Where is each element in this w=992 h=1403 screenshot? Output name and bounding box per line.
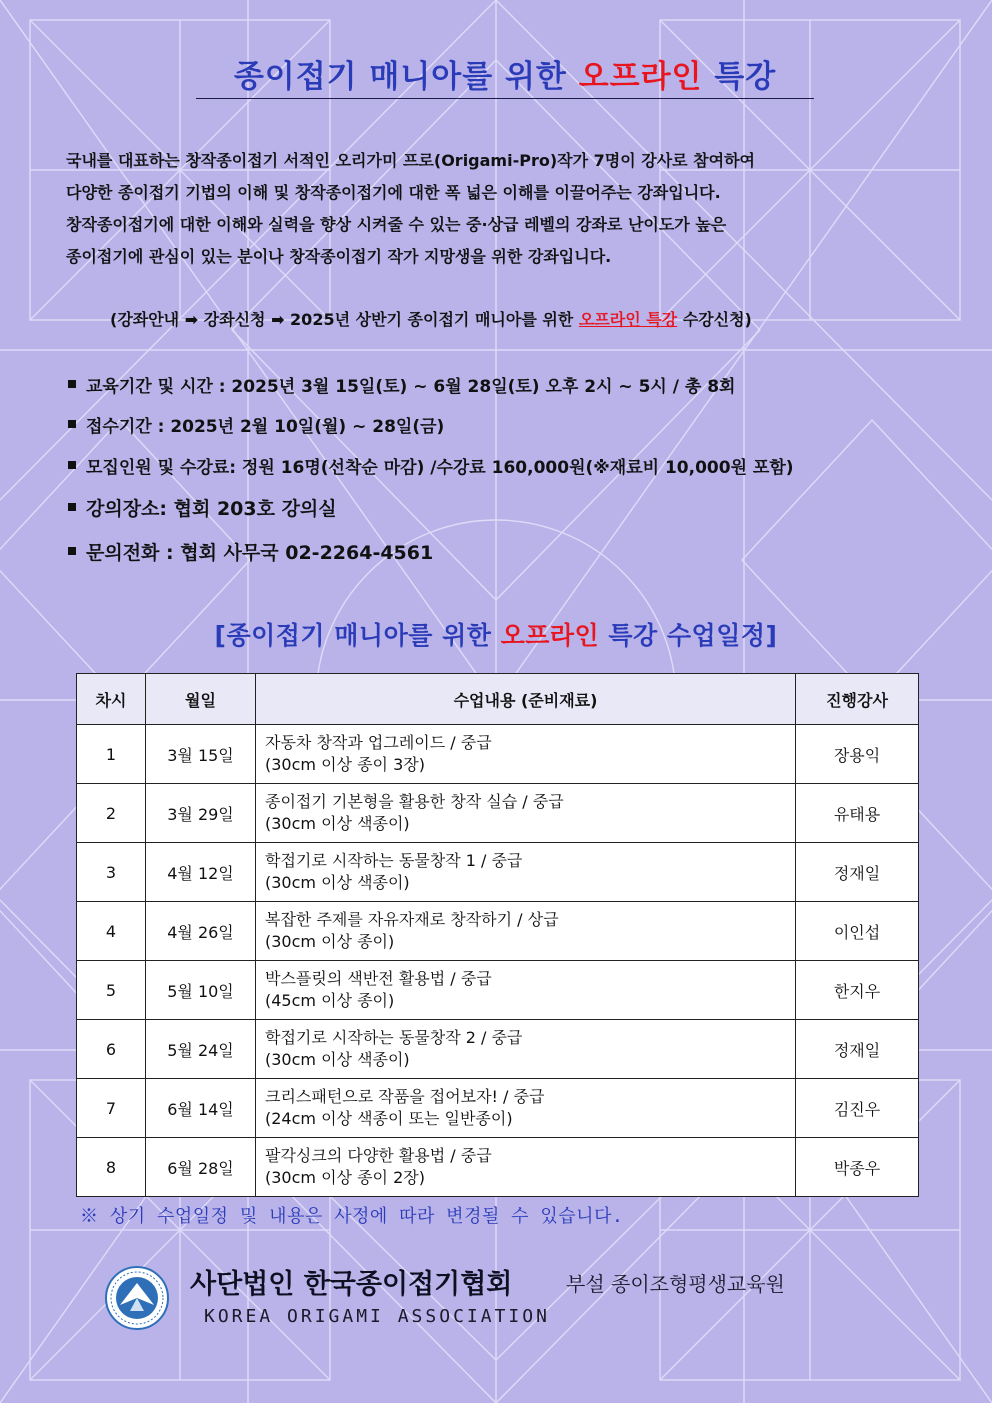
content-title: 자동차 창작과 업그레이드 / 중급 — [265, 733, 492, 752]
teacher-cell: 김진우 — [796, 1079, 919, 1138]
date-cell: 5월 10일 — [146, 961, 256, 1020]
square-bullet-icon — [68, 461, 76, 469]
content-cell — [256, 961, 796, 1020]
content-material: (30cm 이상 색종이) — [265, 873, 410, 892]
page-title — [196, 56, 814, 99]
content-material: (24cm 이상 색종이 또는 일반종이) — [265, 1109, 513, 1128]
schedule-table — [76, 673, 919, 1197]
teacher-cell: 장용익 — [796, 725, 919, 784]
intro-line: 다양한 종이접기 기법의 이해 및 창작종이접기에 대한 폭 넓은 이해를 이끌어주는 강좌입니다. — [66, 183, 721, 202]
content-cell — [256, 843, 796, 902]
teacher-cell: 한지우 — [796, 961, 919, 1020]
content-cell — [256, 725, 796, 784]
content-material: (30cm 이상 종이 2장) — [265, 1168, 425, 1187]
table-row — [77, 843, 919, 902]
info-text: 교육기간 및 시간 : 2025년 3월 15일(토) ~ 6월 28일(토) 오후 2시 ~ 5시 / 총 8회 — [86, 376, 736, 397]
organization-sub: 부설 종이조형평생교육원 — [566, 1272, 785, 1296]
content-title: 박스플릿의 색반전 활용법 / 중급 — [265, 969, 492, 988]
session-cell: 2 — [77, 784, 146, 843]
content-material: (30cm 이상 색종이) — [265, 814, 410, 833]
date-cell: 5월 24일 — [146, 1020, 256, 1079]
content-cell — [256, 784, 796, 843]
guide-highlight-link[interactable]: 오프라인 특강 — [578, 310, 678, 329]
content-material: (30cm 이상 종이 3장) — [265, 755, 425, 774]
schedule-title-suffix: 특강 수업일정] — [599, 621, 778, 650]
registration-guide — [110, 307, 752, 330]
column-header-content: 수업내용 (준비재료) — [256, 674, 796, 725]
teacher-cell: 유태용 — [796, 784, 919, 843]
schedule-title — [0, 616, 992, 652]
session-cell: 4 — [77, 902, 146, 961]
schedule-table-body — [77, 725, 919, 1197]
square-bullet-icon — [68, 547, 76, 555]
info-text: 모집인원 및 수강료: 정원 16명(선착순 마감) /수강료 160,000원(※재료비 10,000원 포함) — [86, 457, 794, 478]
intro-text — [66, 145, 936, 273]
date-cell: 3월 15일 — [146, 725, 256, 784]
content-title: 크리스패턴으로 작품을 접어보자! / 중급 — [265, 1087, 545, 1106]
content-title: 팔각싱크의 다양한 활용법 / 중급 — [265, 1146, 492, 1165]
info-text: 강의장소: 협회 203호 강의실 — [86, 497, 337, 520]
schedule-title-highlight: 오프라인 — [500, 621, 600, 650]
table-row — [77, 961, 919, 1020]
table-row — [77, 1138, 919, 1197]
teacher-cell: 박종우 — [796, 1138, 919, 1197]
date-cell: 6월 28일 — [146, 1138, 256, 1197]
content-material: (30cm 이상 종이) — [265, 932, 395, 951]
table-row — [77, 1020, 919, 1079]
course-info — [68, 365, 948, 573]
teacher-cell: 정재일 — [796, 1020, 919, 1079]
session-cell: 3 — [77, 843, 146, 902]
content-title: 복잡한 주제를 자유자재로 창작하기 / 상급 — [265, 910, 559, 929]
session-cell: 5 — [77, 961, 146, 1020]
column-header-teacher: 진행강사 — [796, 674, 919, 725]
column-header-session: 차시 — [77, 674, 146, 725]
info-text: 문의전화 : 협회 사무국 02-2264-4561 — [86, 541, 434, 564]
title-suffix: 특강 — [702, 59, 777, 95]
intro-line: 종이접기에 관심이 있는 분이나 창작종이접기 작가 지망생을 위한 강좌입니다. — [66, 247, 612, 266]
content-title: 종이접기 기본형을 활용한 창작 실습 / 중급 — [265, 792, 564, 811]
column-header-date: 월일 — [146, 674, 256, 725]
info-item-registration — [68, 403, 948, 445]
date-cell: 6월 14일 — [146, 1079, 256, 1138]
square-bullet-icon — [68, 420, 76, 428]
organization-name: 사단법인 한국종이접기협회 — [190, 1269, 513, 1300]
content-material: (30cm 이상 색종이) — [265, 1050, 410, 1069]
session-cell: 7 — [77, 1079, 146, 1138]
teacher-cell: 이인섭 — [796, 902, 919, 961]
square-bullet-icon — [68, 503, 76, 511]
guide-suffix: 수강신청) — [677, 310, 752, 329]
info-item-period — [68, 365, 948, 403]
schedule-title-prefix: [종이접기 매니아를 위한 — [214, 621, 501, 650]
session-cell: 1 — [77, 725, 146, 784]
table-row — [77, 902, 919, 961]
info-item-contact — [68, 529, 948, 573]
content-cell — [256, 902, 796, 961]
teacher-cell: 정재일 — [796, 843, 919, 902]
content-title: 학접기로 시작하는 동물창작 2 / 중급 — [265, 1028, 523, 1047]
session-cell: 6 — [77, 1020, 146, 1079]
session-cell: 8 — [77, 1138, 146, 1197]
table-row — [77, 784, 919, 843]
organization-english-name: KOREA ORIGAMI ASSOCIATION — [204, 1306, 550, 1327]
content-material: (45cm 이상 종이) — [265, 991, 395, 1010]
content-cell — [256, 1079, 796, 1138]
footer — [104, 1260, 964, 1340]
content-cell — [256, 1020, 796, 1079]
date-cell: 4월 26일 — [146, 902, 256, 961]
date-cell: 4월 12일 — [146, 843, 256, 902]
info-text: 접수기간 : 2025년 2월 10일(월) ~ 28일(금) — [86, 416, 445, 437]
table-row — [77, 1079, 919, 1138]
info-item-capacity-fee — [68, 445, 948, 485]
title-highlight: 오프라인 — [578, 59, 703, 95]
date-cell: 3월 29일 — [146, 784, 256, 843]
info-item-location — [68, 485, 948, 529]
table-header-row — [77, 674, 919, 725]
intro-line: 국내를 대표하는 창작종이접기 서적인 오리가미 프로(Origami-Pro)작가 7명이 강사로 참여하여 — [66, 151, 756, 170]
table-row — [77, 725, 919, 784]
schedule-change-note: ※ 상기 수업일정 및 내용은 사정에 따라 변경될 수 있습니다. — [80, 1206, 624, 1227]
title-prefix: 종이접기 매니아를 위한 — [233, 59, 579, 95]
guide-prefix: (강좌안내 ➡ 강좌신청 ➡ 2025년 상반기 종이접기 매니아를 위한 — [110, 310, 579, 329]
crane-logo-icon — [104, 1265, 170, 1331]
content-cell — [256, 1138, 796, 1197]
intro-line: 창작종이접기에 대한 이해와 실력을 향상 시켜줄 수 있는 중·상급 레벨의 강좌로 난이도가 높은 — [66, 215, 727, 234]
content-title: 학접기로 시작하는 동물창작 1 / 중급 — [265, 851, 523, 870]
square-bullet-icon — [68, 380, 76, 388]
